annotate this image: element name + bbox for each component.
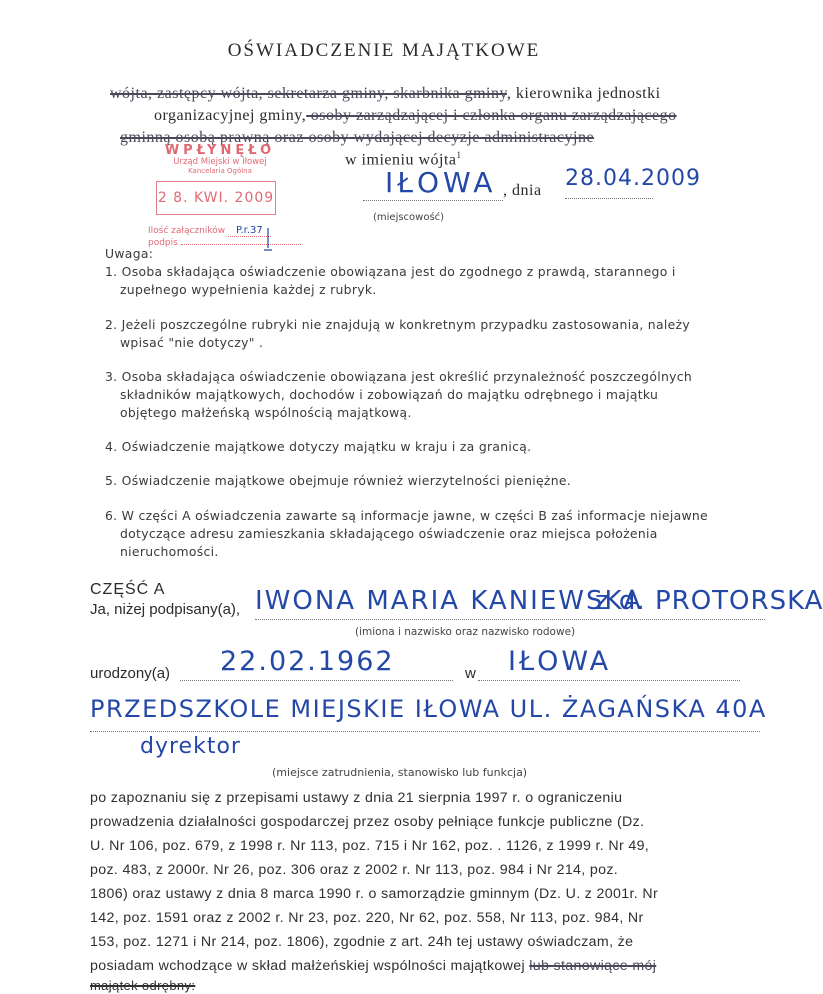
signed-label: Ja, niżej podpisany(a), — [90, 601, 241, 618]
name-field — [255, 586, 823, 622]
place-caption: (miejscowość) — [373, 212, 445, 223]
struck-managers: osoby zarządzającej i członka organu zarządzającego — [306, 107, 677, 124]
stamp-attachments — [148, 225, 271, 236]
born-label: urodzony(a) — [90, 665, 171, 682]
stamp-date-box: 2 8. KWI. 2009 — [156, 181, 276, 215]
header-line-2-plain: organizacyjnej gminy, — [154, 107, 307, 124]
note-6a: 6. W części A oświadczenia zawarte są informacje jawne, w części B zaś informacje niejawne — [105, 508, 708, 523]
stamp-attachments-label: Ilość załączników — [148, 226, 226, 236]
note-6c: nieruchomości. — [120, 544, 219, 559]
maiden-name-handwritten: z d. PROTORSKA — [595, 586, 823, 616]
date-handwritten: 28.04.2009 — [565, 166, 701, 191]
stamp-received-label: WPŁYNĘŁO — [164, 143, 276, 158]
body-line-5: 1806) oraz ustawy z dnia 8 marca 1990 r. o samorządzie gminnym (Dz. U. z 2001r. Nr — [90, 886, 659, 902]
note-3a: 3. Osoba składająca oświadczenie obowiązana jest określić przynależność poszczególnych — [105, 369, 693, 384]
body-line-2: prowadzenia działalności gospodarczej przez osoby pełniące funkcje publiczne (Dz. — [90, 814, 645, 830]
birth-date-dotted-line — [180, 680, 453, 681]
note-1a: 1. Osoba składająca oświadczenie obowiązana jest do zgodnego z prawdą, starannego i — [105, 264, 676, 279]
stamp-signature-line — [181, 244, 301, 245]
place-handwritten: IŁOWA — [385, 166, 497, 199]
workplace-field — [90, 695, 767, 735]
note-2a: 2. Jeżeli poszczególne rubryki nie znajdują w konkretnym przypadku zastosowania, należy — [105, 317, 690, 332]
struck-own-property: lub stanowiące mój — [529, 958, 657, 974]
birth-date-field — [180, 646, 453, 682]
note-4: 4. Oświadczenie majątkowe dotyczy majątku w kraju i za granicą. — [105, 439, 532, 454]
body-line-1: po zapoznaniu się z przepisami ustawy z dnia 21 sierpnia 1997 r. o ograniczeniu — [90, 790, 623, 806]
date-dotted-line — [565, 198, 653, 199]
note-1b: zupełnego wypełnienia każdej z rubryk. — [120, 282, 377, 297]
notes-heading: Uwaga: — [105, 246, 154, 261]
signature-mark-icon — [258, 228, 278, 254]
in-name-label: w imieniu wójta — [345, 151, 457, 169]
body-line-7: 153, poz. 1271 i Nr 214, poz. 1806), zgodnie z art. 24h tej ustawy oświadczam, że — [90, 934, 634, 950]
birth-date-handwritten: 22.02.1962 — [220, 646, 395, 677]
header-line-1-rest: , kierownika jednostki — [506, 85, 661, 102]
struck-legal-person: gminną osobą prawną oraz osoby wydającej decyzje administracyjne — [120, 129, 595, 146]
struck-separate-property: majątek odrębny: — [90, 978, 196, 993]
header-line-2 — [154, 107, 677, 125]
place-field — [363, 168, 503, 202]
received-stamp — [135, 144, 305, 178]
name-dotted-line — [255, 619, 765, 620]
stamp-office-name: Urząd Miejski w Iłowej — [173, 157, 267, 167]
body-line-8-plain: posiadam wchodzące w skład małżeńskiej wspólności majątkowej — [90, 958, 530, 974]
note-3b: składników majątkowych, dochodów i zobowiązań do majątku odrębnego i majątku — [120, 387, 659, 402]
note-6b: dotyczące adresu zamieszkania składającego oświadczenie oraz miejsca położenia — [120, 526, 658, 541]
workplace-dotted-line — [90, 731, 760, 732]
in-label: w — [465, 665, 476, 682]
birth-place-field — [478, 646, 740, 682]
place-dotted-line — [363, 200, 503, 201]
note-3c: objętego małżeńską wspólnością majątkową. — [120, 405, 412, 420]
header-line-1 — [110, 85, 661, 103]
note-5: 5. Oświadczenie majątkowe obejmuje również wierzytelności pieniężne. — [105, 473, 572, 488]
name-caption: (imiona i nazwisko oraz nazwisko rodowe) — [355, 626, 576, 638]
struck-officials: wójta, zastępcy wójta, sekretarza gminy, skarbnika gminy — [110, 85, 507, 102]
birth-place-handwritten: IŁOWA — [508, 646, 612, 677]
body-line-4: poz. 483, z 2000r. Nr 26, poz. 306 oraz z 2002 r. Nr 113, poz. 984 i Nr 214, poz. — [90, 862, 619, 878]
note-2b — [120, 334, 263, 352]
footnote-ref: 1 — [456, 150, 462, 160]
date-label: , dnia — [503, 182, 542, 199]
body-line-3: U. Nr 106, poz. 679, z 1998 r. Nr 113, poz. 715 i Nr 162, poz. . 1126, z 1999 r. Nr 49, — [90, 838, 650, 854]
body-line-6: 142, poz. 1591 oraz z 2002 r. Nr 23, poz. 220, Nr 62, poz. 558, Nr 113, poz. 984, Nr — [90, 910, 644, 926]
stamp-office-department: Kancelaria Ogólna — [188, 167, 252, 175]
position-handwritten: dyrektor — [140, 734, 241, 759]
part-a-heading: CZĘŚĆ A — [90, 581, 166, 598]
stamp-signature-label: podpis — [148, 238, 178, 248]
name-handwritten: IWONA MARIA KANIEWSKA — [255, 586, 643, 616]
workplace-handwritten: PRZEDSZKOLE MIEJSKIE IŁOWA UL. ŻAGAŃSKA 40A — [90, 695, 767, 723]
stamp-attachments-value: P.r.37 — [228, 225, 271, 237]
birth-place-dotted-line — [478, 680, 740, 681]
workplace-caption: (miejsce zatrudnienia, stanowisko lub funkcja) — [272, 766, 528, 779]
body-line-8 — [90, 958, 656, 974]
date-field — [565, 166, 701, 200]
note-2b-text: wpisać "nie dotyczy" . — [120, 335, 264, 350]
document-title: OŚWIADCZENIE MAJĄTKOWE — [227, 40, 541, 61]
